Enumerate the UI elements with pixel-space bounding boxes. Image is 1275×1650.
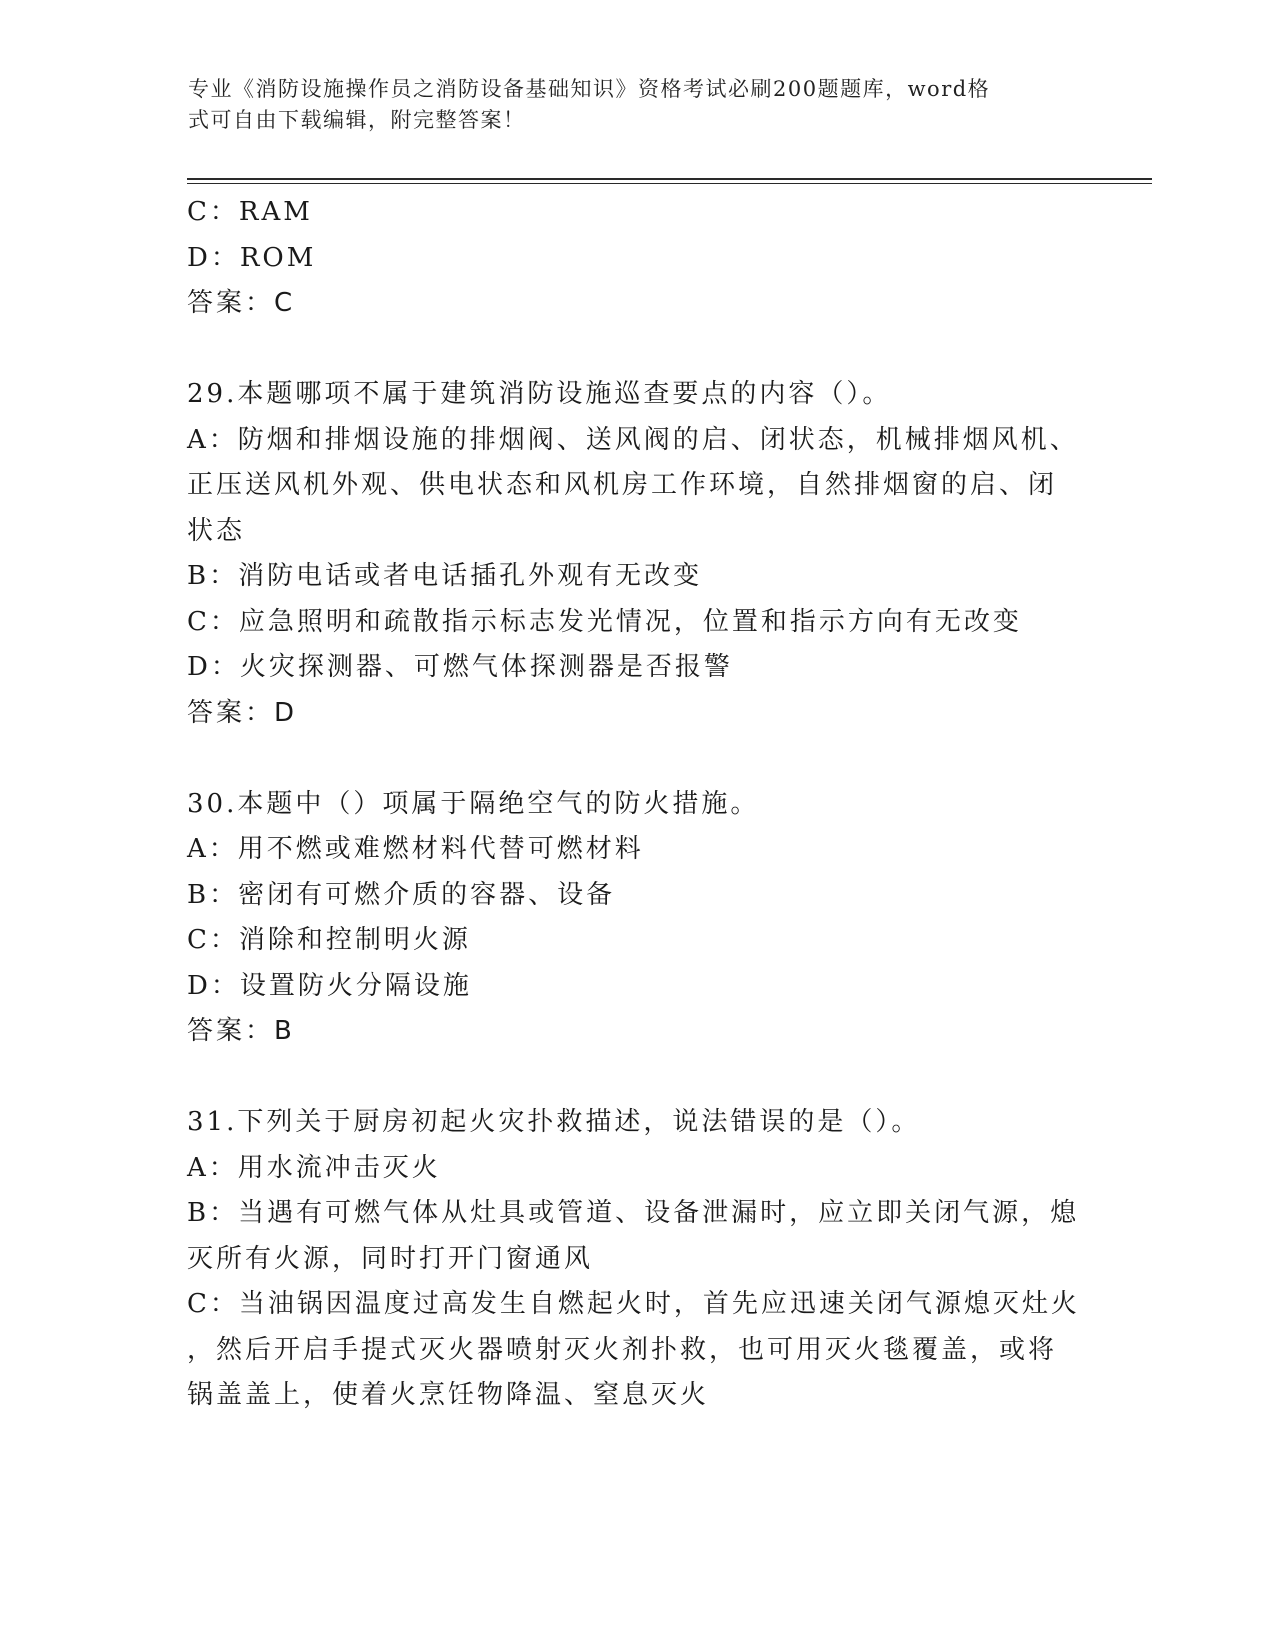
option-d: D：火灾探测器、可燃气体探测器是否报警 <box>187 652 733 682</box>
question-stem: 30.本题中（）项属于隔绝空气的防火措施。 <box>187 788 760 819</box>
question-29 <box>187 372 1087 736</box>
question-stem: 31.下列关于厨房初起火灾扑救描述，说法错误的是（）。 <box>187 1107 921 1137</box>
option-a: A：用不燃或难燃材料代替可燃材料 <box>187 834 644 864</box>
option-a: A：用水流冲击灭火 <box>187 1152 441 1183</box>
option-c: C：RAM <box>187 197 313 227</box>
option-b-line-1: B：当遇有可燃气体从灶具或管道、设备泄漏时，应立即关闭气源，熄 <box>187 1198 1080 1228</box>
spacer <box>187 327 1087 373</box>
option-c-line-2: ，然后开启手提式灭火器喷射灭火剂扑救，也可用灭火毯覆盖，或将 <box>187 1334 1058 1365</box>
header-line-2: 式可自由下载编辑，附完整答案！ <box>188 108 526 132</box>
spacer <box>187 736 1087 782</box>
option-d: D：ROM <box>187 242 317 273</box>
option-a-line-1: A：防烟和排烟设施的排烟阀、送风阀的启、闭状态，机械排烟风机、 <box>187 424 1079 455</box>
document-body <box>187 190 1087 1419</box>
question-30 <box>187 782 1087 1055</box>
option-d: D：设置防火分隔设施 <box>187 970 472 1001</box>
option-b: B：密闭有可燃介质的容器、设备 <box>187 879 616 910</box>
option-b: B：消防电话或者电话插孔外观有无改变 <box>187 561 703 591</box>
answer: 答案：B <box>187 1016 295 1046</box>
page-header <box>188 74 1068 136</box>
option-c-line-1: C：当油锅因温度过高发生自燃起火时，首先应迅速关闭气源熄灭灶火 <box>187 1289 1080 1319</box>
option-a-line-2: 正压送风机外观、供电状态和风机房工作环境，自然排烟窗的启、闭 <box>187 470 1058 500</box>
option-c: C：消除和控制明火源 <box>187 925 471 955</box>
option-b-line-2: 灭所有火源，同时打开门窗通风 <box>187 1243 594 1274</box>
answer: 答案：D <box>187 697 298 728</box>
header-rule-thin <box>187 183 1152 184</box>
option-c-line-3: 锅盖盖上，使着火烹饪物降温、窒息灭火 <box>187 1380 710 1410</box>
header-rule <box>187 178 1152 180</box>
question-31 <box>187 1100 1087 1419</box>
option-a-line-3: 状态 <box>187 515 246 546</box>
prev-question <box>187 190 1087 327</box>
spacer <box>187 1055 1087 1101</box>
answer: 答案：C <box>187 288 296 318</box>
header-line-1: 专业《消防设施操作员之消防设备基础知识》资格考试必刷200题题库，word格 <box>188 77 991 101</box>
question-stem: 29.本题哪项不属于建筑消防设施巡查要点的内容（）。 <box>187 379 892 409</box>
option-c: C：应急照明和疏散指示标志发光情况，位置和指示方向有无改变 <box>187 606 1022 637</box>
